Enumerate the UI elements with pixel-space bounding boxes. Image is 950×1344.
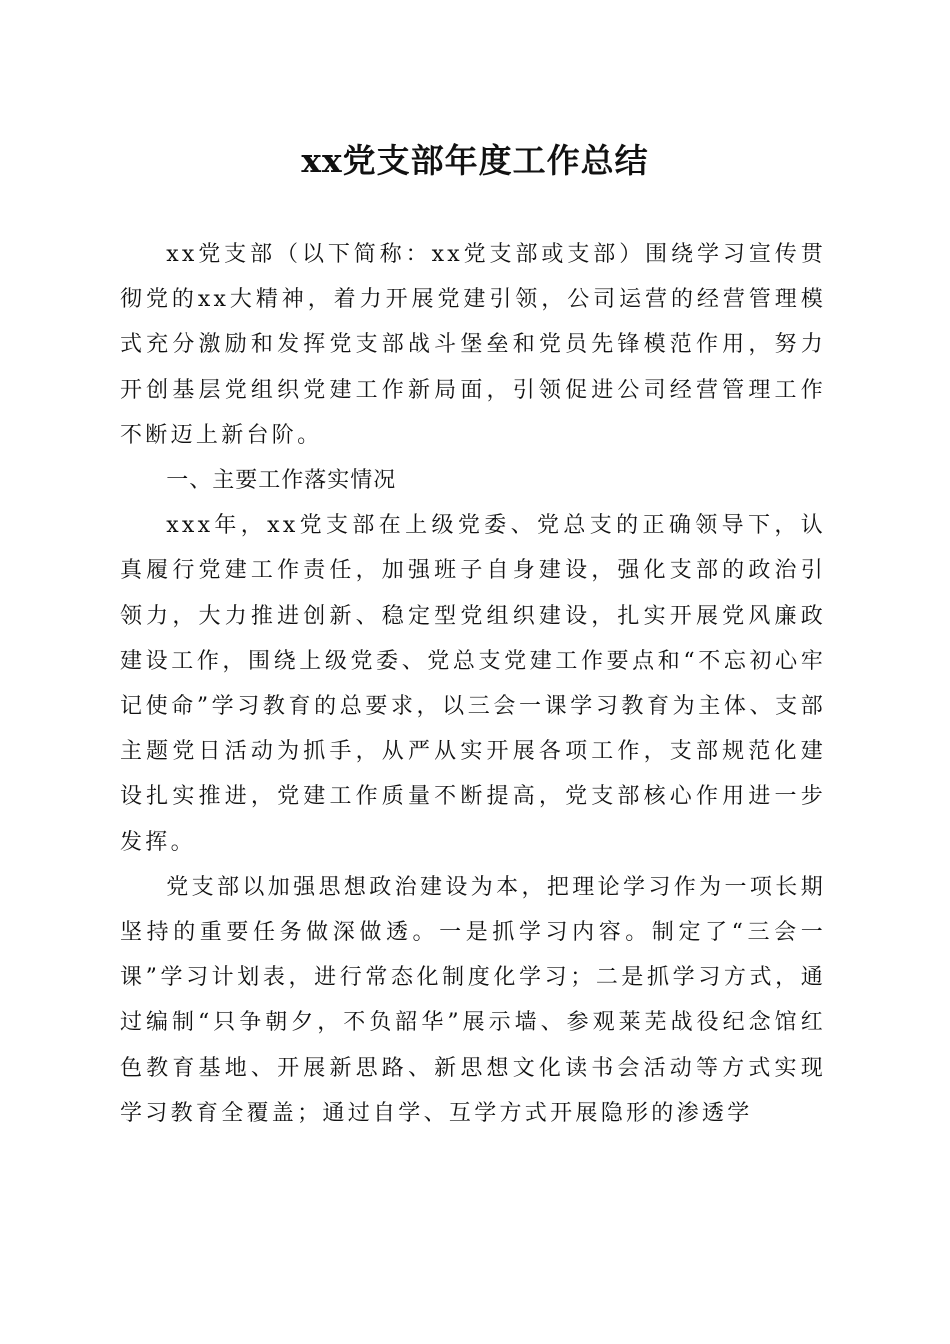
section-heading: 一、主要工作落实情况 [166, 468, 397, 494]
intro-paragraph: xx党支部（以下简称：xx党支部或支部）围绕学习宣传贯彻党的xx大精神，着力开展党建引领，公司运营的经营管理模式充分激励和发挥党支部战斗堡垒和党员先锋模范作用，努力开创基层党组织党建工作新局面，引领促进公司经营管理工作不断迈上新台阶。 [120, 242, 826, 448]
section-paragraph: 党支部以加强思想政治建设为本，把理论学习作为一项长期坚持的重要任务做深做透。一是抓学习内容。制定了“三会一课”学习计划表，进行常态化制度化学习；二是抓学习方式，通过编制“只争朝夕，不负韶华”展示墙、参观莱芜战役纪念馆红色教育基地、开展新思路、新思想文化读书会活动等方式实现学习教育全覆盖；通过自学、互学方式开展隐形的渗透学 [120, 874, 826, 1126]
document-title: xx党支部年度工作总结 [301, 141, 649, 180]
section-paragraph: xxx年，xx党支部在上级党委、党总支的正确领导下，认真履行党建工作责任，加强班子自身建设，强化支部的政治引领力，大力推进创新、稳定型党组织建设，扎实开展党风廉政建设工作，围绕上级党委、党总支党建工作要点和“不忘初心牢记使命”学习教育的总要求，以三会一课学习教育为主体、支部主题党日活动为抓手，从严从实开展各项工作，支部规范化建设扎实推进，党建工作质量不断提高，党支部核心作用进一步发挥。 [120, 513, 826, 855]
document-body [120, 232, 826, 1136]
